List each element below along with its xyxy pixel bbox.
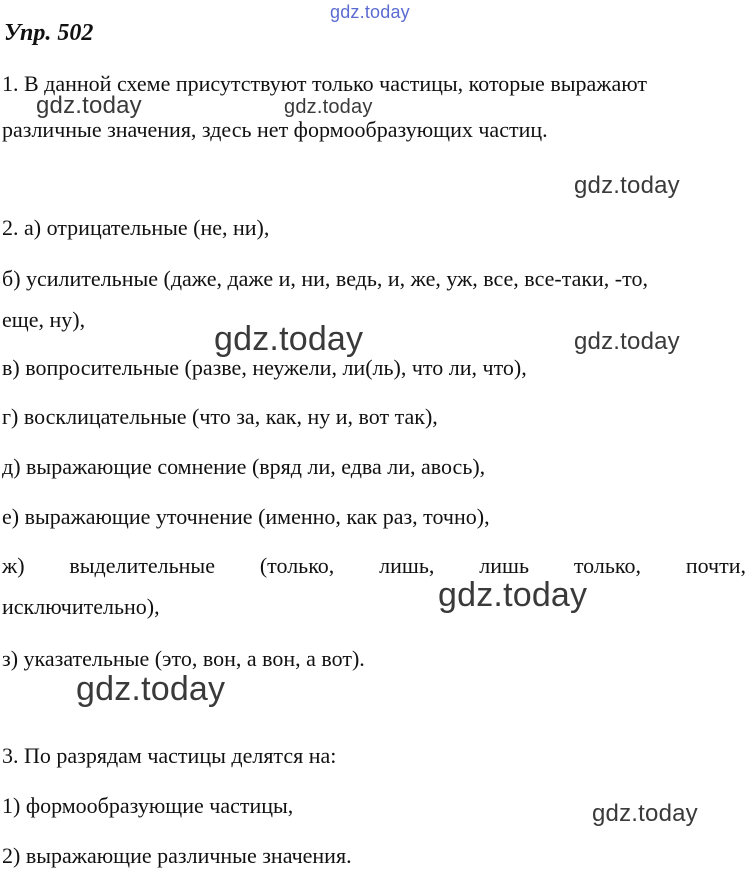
item-zh-word: лишь (479, 553, 529, 578)
watermark: gdz.today (36, 92, 142, 119)
item-zh-word: лишь, (379, 553, 435, 578)
watermark: gdz.today (284, 96, 373, 118)
item-zh-word: выделительные (69, 553, 215, 578)
paragraph-3-intro: 3. По разрядам частицы делятся на: (2, 743, 337, 768)
watermark: gdz.today (592, 800, 698, 827)
item-zh-line-1 (2, 552, 746, 580)
item-zh-word: (только, (259, 553, 335, 578)
watermark: gdz.today (438, 576, 588, 614)
paragraph-1-line-2: различные значения, здесь нет формообразующих частиц. (2, 117, 548, 142)
watermark: gdz.today (574, 328, 680, 355)
item-e: е) выражающие уточнение (именно, как раз, точно), (2, 504, 490, 529)
item-d: д) выражающие сомнение (вряд ли, едва ли, авось), (2, 454, 486, 479)
item-b-line-1: б) усилительные (даже, даже и, ни, ведь, и, же, уж, все, все-таки, -то, (2, 266, 648, 291)
item-a: 2. а) отрицательные (не, ни), (2, 215, 270, 240)
item-zh-word: только, (573, 553, 641, 578)
paragraph-1-line-1: 1. В данной схеме присутствуют только частицы, которые выражают (2, 71, 647, 96)
watermark: gdz.today (76, 670, 226, 708)
item-z: з) указательные (это, вон, а вон, а вот). (2, 646, 365, 671)
item-g: г) восклицательные (что за, как, ну и, вот так), (2, 404, 438, 429)
watermark: gdz.today (574, 172, 680, 199)
item-v: в) вопросительные (разве, неужели, ли(ль), что ли, что), (2, 355, 527, 380)
exercise-title: Упр. 502 (4, 20, 94, 46)
paragraph-3-item-1: 1) формообразующие частицы, (2, 793, 294, 818)
watermark-top: gdz.today (330, 2, 410, 22)
watermark: gdz.today (214, 320, 364, 358)
item-zh-word: почти, (685, 553, 746, 578)
item-b-line-2: еще, ну), (2, 307, 86, 332)
item-zh-word: ж) (2, 553, 25, 578)
item-zh-line-2: исключительно), (2, 594, 160, 619)
paragraph-3-item-2: 2) выражающие различные значения. (2, 843, 352, 868)
